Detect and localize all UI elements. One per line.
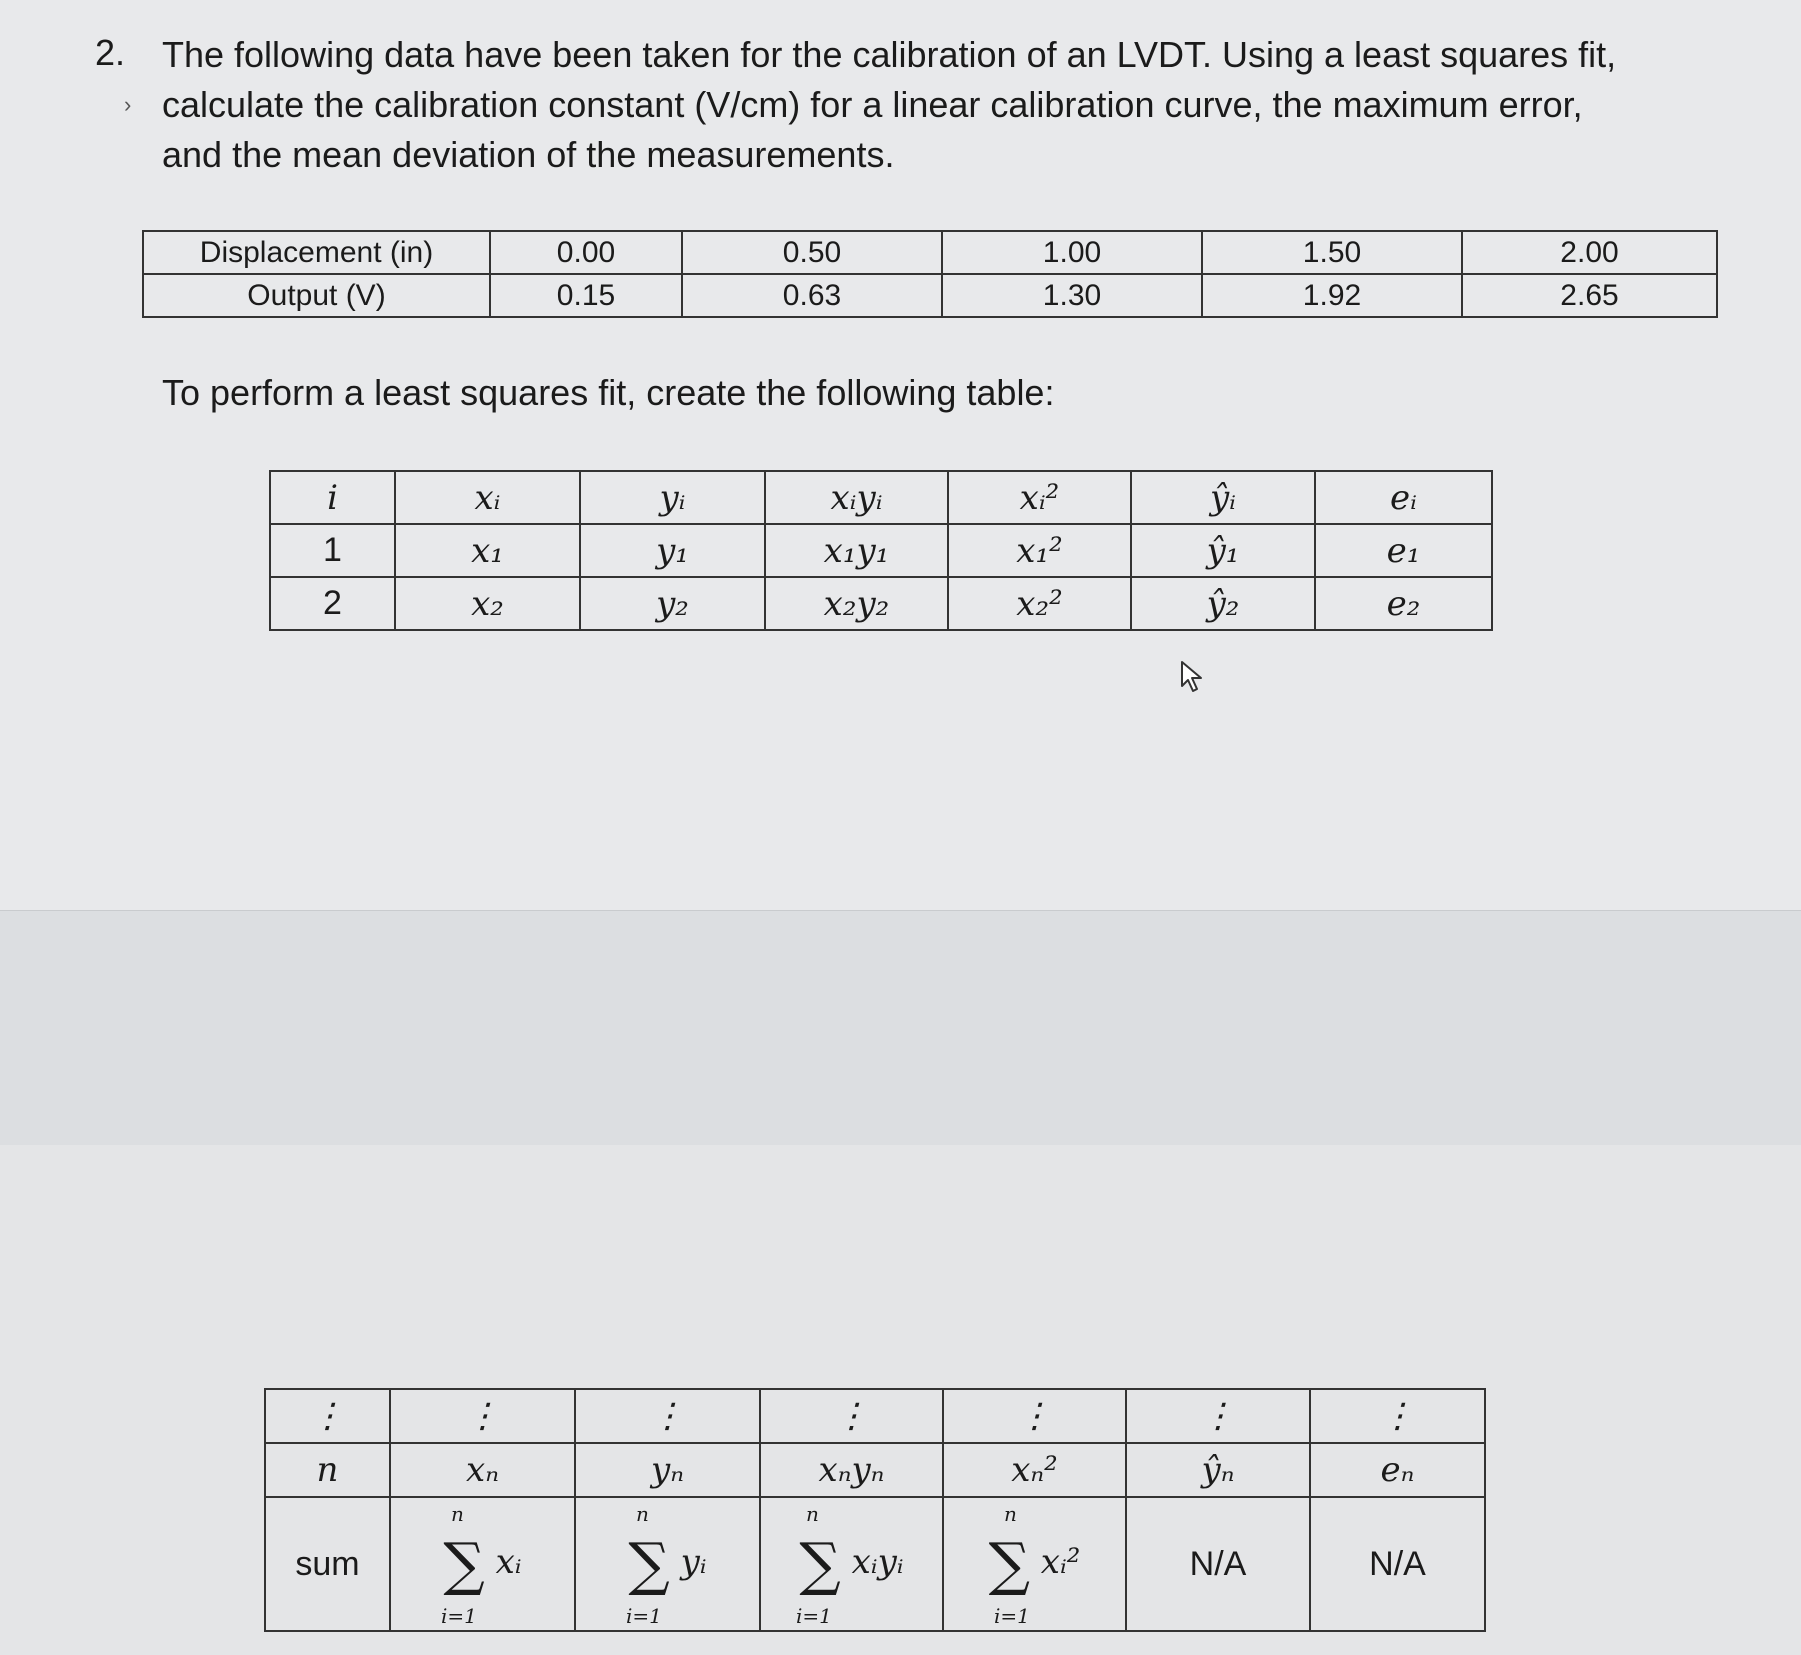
- na-cell: N/A: [1126, 1497, 1310, 1631]
- sum-upper: n: [451, 1502, 464, 1526]
- question-text: [162, 30, 1722, 180]
- sum-lower: i=1: [441, 1604, 477, 1628]
- header-i: i: [270, 471, 395, 524]
- table-cell: e₁: [1315, 524, 1492, 577]
- calibration-data-table: [142, 230, 1718, 318]
- table-cell: x₁y₁: [765, 524, 948, 577]
- table-cell: ŷₙ: [1126, 1443, 1310, 1497]
- sum-term: yᵢ: [680, 1542, 707, 1582]
- table-row: [270, 524, 1492, 577]
- table-cell: x₂y₂: [765, 577, 948, 630]
- sum-term: xᵢyᵢ: [851, 1542, 904, 1582]
- table-cell: 1.00: [942, 231, 1202, 274]
- ellipsis-cell: ⋮: [265, 1389, 390, 1443]
- ellipsis-cell: ⋮: [1126, 1389, 1310, 1443]
- sum-row: [265, 1497, 1485, 1631]
- table-cell: 1.92: [1202, 274, 1462, 317]
- table-cell: 2: [270, 577, 395, 630]
- sum-upper: n: [636, 1502, 649, 1526]
- sigma-icon: ∑: [799, 1530, 841, 1598]
- table-cell: x₁²: [948, 524, 1131, 577]
- question-line-3: and the mean deviation of the measurements.: [162, 134, 895, 175]
- blank-band: [0, 910, 1801, 1147]
- least-squares-table-bottom: [264, 1388, 1486, 1632]
- table-cell: 0.50: [682, 231, 942, 274]
- least-squares-table-top: [269, 470, 1493, 631]
- question-number: 2.: [95, 32, 126, 73]
- table-cell: 2.65: [1462, 274, 1717, 317]
- sum-cell-xy: [760, 1497, 943, 1631]
- sum-cell-x: [390, 1497, 575, 1631]
- header-y: yᵢ: [580, 471, 765, 524]
- sum-upper: n: [806, 1502, 819, 1526]
- ellipsis-cell: ⋮: [575, 1389, 760, 1443]
- na-cell: N/A: [1310, 1497, 1485, 1631]
- question-line-2: calculate the calibration constant (V/cm) for a linear calibration curve, the maximum error,: [162, 84, 1583, 125]
- header-xy: xᵢyᵢ: [765, 471, 948, 524]
- table-cell: x₂²: [948, 577, 1131, 630]
- output-row: [143, 274, 1717, 317]
- ellipsis-cell: ⋮: [760, 1389, 943, 1443]
- mouse-pointer-icon: [1180, 660, 1206, 694]
- table-cell: xₙ: [390, 1443, 575, 1497]
- arrow-mark-icon: ›: [124, 92, 132, 117]
- table-cell: 1.30: [942, 274, 1202, 317]
- header-e: eᵢ: [1315, 471, 1492, 524]
- header-row: [270, 471, 1492, 524]
- table-cell: 0.00: [490, 231, 682, 274]
- intro-text: To perform a least squares fit, create the following table:: [162, 372, 1055, 413]
- table-cell: 2.00: [1462, 231, 1717, 274]
- table-cell: y₁: [580, 524, 765, 577]
- sum-term: xᵢ: [495, 1542, 522, 1582]
- table-cell: eₙ: [1310, 1443, 1485, 1497]
- sigma-icon: ∑: [443, 1530, 485, 1598]
- sum-cell-y: [575, 1497, 760, 1631]
- table-row: [270, 577, 1492, 630]
- question-line-1: The following data have been taken for the calibration of an LVDT. Using a least squares fit,: [162, 34, 1617, 75]
- table-cell: x₁: [395, 524, 580, 577]
- table-cell: yₙ: [575, 1443, 760, 1497]
- table-cell: ŷ₁: [1131, 524, 1315, 577]
- sigma-icon: ∑: [988, 1530, 1030, 1598]
- displacement-row: [143, 231, 1717, 274]
- ellipsis-cell: ⋮: [1310, 1389, 1485, 1443]
- table-cell: 0.63: [682, 274, 942, 317]
- sigma-icon: ∑: [628, 1530, 670, 1598]
- last-row: [265, 1443, 1485, 1497]
- header-yhat: ŷᵢ: [1131, 471, 1315, 524]
- table-cell: e₂: [1315, 577, 1492, 630]
- table-cell: 0.15: [490, 274, 682, 317]
- header-x: xᵢ: [395, 471, 580, 524]
- sum-upper: n: [1004, 1502, 1017, 1526]
- ellipsis-cell: ⋮: [390, 1389, 575, 1443]
- sum-term: xᵢ²: [1040, 1542, 1081, 1582]
- table-cell: xₙ²: [943, 1443, 1126, 1497]
- table-cell: 1.50: [1202, 231, 1462, 274]
- table-cell: n: [265, 1443, 390, 1497]
- table-cell: xₙyₙ: [760, 1443, 943, 1497]
- table-cell: 1: [270, 524, 395, 577]
- row-label: Output (V): [143, 274, 490, 317]
- table-cell: y₂: [580, 577, 765, 630]
- table-cell: x₂: [395, 577, 580, 630]
- sum-lower: i=1: [994, 1604, 1030, 1628]
- sum-cell-x2: [943, 1497, 1126, 1631]
- header-x2: xᵢ²: [948, 471, 1131, 524]
- ellipsis-row: [265, 1389, 1485, 1443]
- sum-lower: i=1: [626, 1604, 662, 1628]
- ellipsis-cell: ⋮: [943, 1389, 1126, 1443]
- sum-lower: i=1: [796, 1604, 832, 1628]
- row-label: Displacement (in): [143, 231, 490, 274]
- table-cell: ŷ₂: [1131, 577, 1315, 630]
- sum-label: sum: [265, 1497, 390, 1631]
